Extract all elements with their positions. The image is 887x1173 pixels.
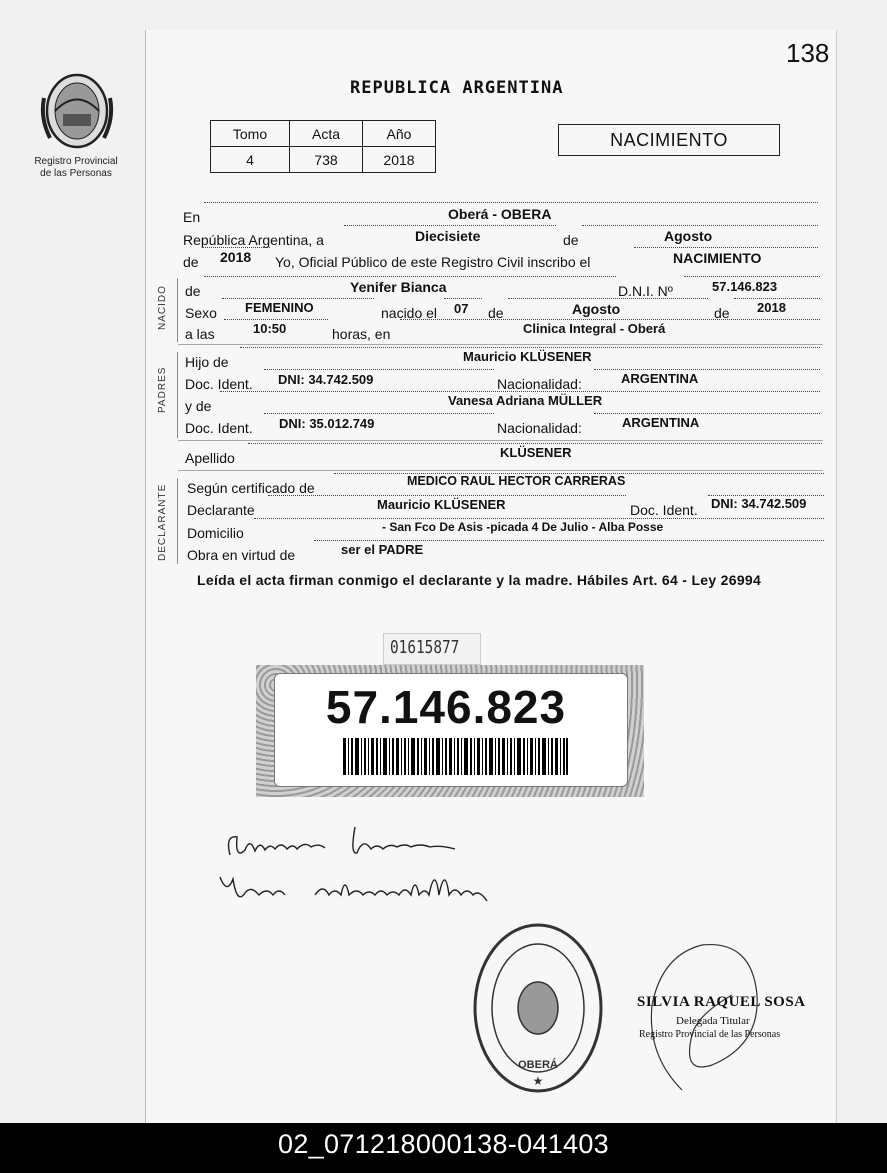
value-tomo: 4 (211, 147, 290, 173)
value-padre-nac: ARGENTINA (621, 371, 699, 386)
label-de: de (563, 232, 579, 248)
dotted-line (264, 369, 494, 370)
value-declarante-dni: DNI: 34.742.509 (711, 496, 807, 511)
dotted-line (444, 298, 482, 299)
value-padre: Mauricio KLÜSENER (463, 349, 592, 364)
label-horas: horas, en (332, 326, 391, 342)
closing-statement: Leída el acta firman conmigo el declarante y la madre. Hábiles Art. 64 - Ley 26994 (197, 572, 762, 588)
value-nombre: Yenifer Bianca (350, 279, 447, 295)
dotted-line (264, 413, 494, 414)
section-divider (177, 352, 178, 438)
label-doc2: Doc. Ident. (185, 420, 253, 436)
dotted-line (224, 319, 328, 320)
value-lugar-nac: Clinica Integral - Oberá (523, 321, 666, 336)
label-segun: Según certificado de (187, 480, 315, 496)
section-divider (177, 478, 178, 564)
registry-table (210, 120, 436, 173)
value-domicilio: - San Fco De Asis -picada 4 De Julio - Alba Posse (382, 520, 664, 534)
label-de5: de (714, 305, 730, 321)
label-doc3: Doc. Ident. (630, 502, 698, 518)
header-acta: Acta (290, 121, 363, 147)
section-divider (177, 278, 178, 342)
value-certificado: MEDICO RAUL HECTOR CARRERAS (407, 474, 626, 488)
label-yo: Yo, Oficial Público de este Registro Civil inscribo el (275, 254, 591, 270)
label-yde: y de (185, 398, 212, 414)
value-acto: NACIMIENTO (673, 250, 762, 266)
section-separator (178, 344, 823, 345)
value-mes: Agosto (664, 228, 713, 244)
header-tomo: Tomo (211, 121, 290, 147)
value-nac-mes: Agosto (572, 301, 621, 317)
label-sexo: Sexo (185, 305, 217, 321)
official-stamp-icon (470, 920, 606, 1096)
control-number: 01615877 (390, 637, 460, 658)
official-role: Delegada Titular (676, 1015, 750, 1027)
label-republica: República Argentina, a (183, 232, 324, 248)
dotted-line (248, 443, 822, 444)
label-domicilio: Domicilio (187, 525, 244, 541)
value-dni: 57.146.823 (712, 279, 778, 294)
dotted-line (594, 413, 820, 414)
value-madre: Vanesa Adriana MÜLLER (448, 393, 603, 408)
dotted-line (254, 518, 824, 519)
label-de2: de (183, 254, 199, 270)
value-dia: Diecisiete (415, 228, 481, 244)
dotted-line (508, 298, 708, 299)
label-en: En (183, 209, 201, 225)
value-apellido: KLÜSENER (500, 445, 572, 460)
label-doc1: Doc. Ident. (185, 376, 253, 392)
dotted-line (204, 202, 818, 203)
section-separator (178, 470, 823, 471)
section-padres: PADRES (157, 366, 168, 413)
value-madre-dni: DNI: 35.012.749 (279, 416, 375, 431)
page-number: 138 (786, 38, 830, 68)
value-acta: 738 (290, 147, 363, 173)
seal-caption-line-2: de las Personas (40, 168, 112, 179)
value-declarante: Mauricio KLÜSENER (377, 497, 506, 512)
label-hijo: Hijo de (185, 354, 229, 370)
value-madre-nac: ARGENTINA (622, 415, 700, 430)
value-obra: ser el PADRE (341, 542, 424, 557)
value-nac-anio: 2018 (757, 300, 786, 315)
barcode-icon (343, 738, 568, 775)
label-nac2: Nacionalidad: (497, 420, 582, 436)
label-nac1: Nacionalidad: (497, 376, 582, 392)
dotted-line (268, 495, 626, 496)
section-nacido: NACIDO (157, 285, 168, 330)
section-separator (178, 440, 823, 441)
label-apellido: Apellido (185, 450, 235, 466)
value-nac-dia: 07 (454, 301, 469, 316)
label-nacido: nacido el (381, 305, 438, 321)
dotted-line (240, 347, 820, 348)
label-de4: de (488, 305, 504, 321)
value-sexo: FEMENINO (245, 300, 314, 315)
seal-caption-line-1: Registro Provincial (34, 156, 118, 167)
value-lugar: Oberá - OBERA (448, 206, 552, 222)
footer-code: 02_071218000138-041403 (0, 1123, 887, 1173)
dotted-line (222, 298, 374, 299)
label-declarante: Declarante (187, 502, 255, 518)
official-org: Registro Provincial de las Personas (639, 1029, 781, 1040)
label-de3: de (185, 283, 201, 299)
document-title: REPUBLICA ARGENTINA (350, 78, 564, 98)
dotted-line (400, 319, 820, 320)
value-anio: 2018 (220, 249, 252, 265)
label-a-las: a las (185, 326, 215, 342)
dotted-line (220, 391, 820, 392)
label-obra: Obra en virtud de (187, 547, 296, 563)
official-name: SILVIA RAQUEL SOSA (637, 994, 806, 1010)
label-dni: D.N.I. Nº (618, 283, 673, 299)
handwritten-signatures (215, 815, 515, 925)
dotted-line (344, 225, 556, 226)
dotted-line (594, 369, 820, 370)
act-type-box: NACIMIENTO (558, 124, 780, 156)
section-declarante: DECLARANTE (157, 483, 168, 561)
value-padre-dni: DNI: 34.742.509 (278, 372, 374, 387)
dotted-line (684, 276, 820, 277)
sticker-number: 57.146.823 (325, 681, 567, 733)
svg-text:OBERÁ: OBERÁ (518, 1059, 558, 1071)
value-anio: 2018 (363, 147, 436, 173)
dotted-line (202, 247, 270, 248)
dotted-line (314, 540, 824, 541)
svg-text:★: ★ (532, 1074, 544, 1088)
dotted-line (634, 247, 818, 248)
dotted-line (204, 276, 616, 277)
dotted-line (734, 298, 820, 299)
header-anio: Año (363, 121, 436, 147)
value-hora: 10:50 (253, 321, 287, 336)
misiones-seal-icon (38, 68, 116, 154)
seal-caption (20, 156, 132, 180)
dotted-line (582, 225, 818, 226)
